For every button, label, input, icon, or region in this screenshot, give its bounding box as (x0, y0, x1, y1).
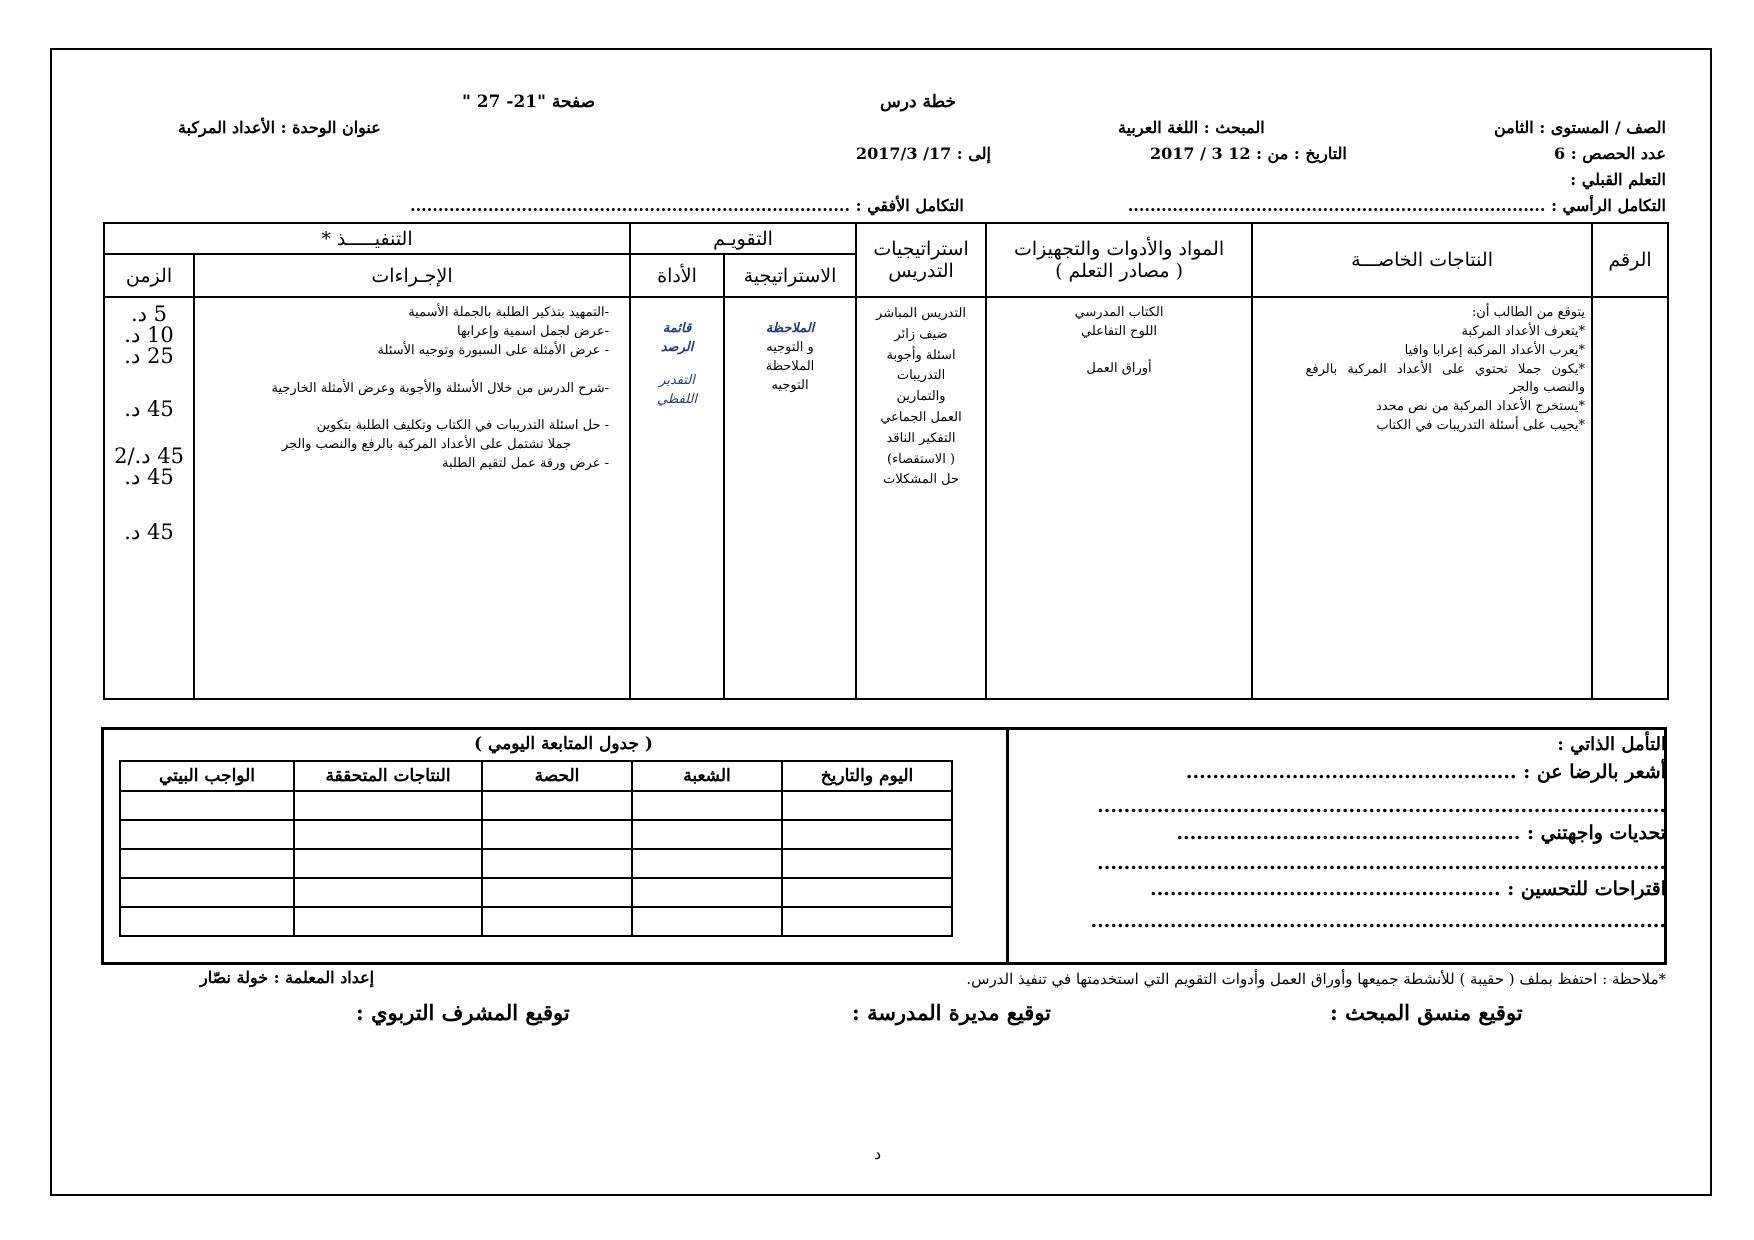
grade-level: الصف / المستوى : الثامن (1493, 118, 1666, 137)
reflection-title: التأمل الذاتي : (1557, 734, 1666, 755)
reflection-challenges: تحديات واجهتني : .................................................... (1176, 822, 1666, 844)
followup-col-section: الشعبة (632, 761, 782, 791)
assess-strategy-item: الملاحظة (765, 358, 815, 374)
time-value: 45 د./2 (114, 444, 184, 468)
col-number-header: الرقم (1592, 223, 1668, 297)
reflection-dots-1: ...................................................................................... (1097, 795, 1666, 817)
time-value: 45 د. (124, 520, 174, 544)
followup-col-homework: الواجب البيتي (120, 761, 294, 791)
followup-row (120, 820, 952, 849)
footer-note: *ملاحظة : احتفظ بملف ( حقيبة ) للأنشطة جميعها وأوراق العمل وأدوات التقويم التي استخدمتها في تنفيذ الدرس. (966, 970, 1666, 988)
procedure-line: - حل اسئلة التدريبات في الكتاب وتكليف الطلبة بتكوين (316, 418, 610, 434)
outcomes-cell (1252, 297, 1592, 699)
reflection-suggestions: اقتراحات للتحسين : ..................................................... (1150, 878, 1666, 900)
time-value: 25 د. (124, 344, 174, 368)
followup-title: ( جدول المتابعة اليومي ) (474, 734, 653, 754)
strategy-item: والتمارين (896, 389, 946, 405)
assess-strategy-item: التوجيه (771, 377, 809, 393)
reflection-satisfied: أشعر بالرضا عن : .................................................. (1185, 761, 1666, 783)
time-value: 45 د. (124, 465, 174, 489)
assess-strategy-item: الملاحظة (765, 321, 815, 336)
strategy-item: التدريبات (896, 368, 946, 384)
followup-row (120, 791, 952, 820)
col-strategies-header (856, 223, 986, 297)
time-value: 10 د. (124, 323, 174, 347)
signature-coordinator: توقيع منسق المبحث : (1330, 1000, 1523, 1025)
followup-col-period: الحصة (482, 761, 632, 791)
followup-table (119, 760, 953, 937)
horizontal-integration: التكامل الأفقي : ............................................................................... (410, 196, 964, 215)
time-value: 5 د. (130, 302, 168, 326)
signature-supervisor: توقيع المشرف التربوي : (356, 1000, 570, 1025)
assess-strategy-cell (724, 297, 856, 699)
procedure-line (201, 398, 609, 417)
lesson-plan-table (103, 222, 1669, 700)
subject: المبحث : اللغة العربية (1118, 118, 1265, 137)
procedure-line (201, 361, 609, 380)
material-item (993, 342, 1245, 360)
outcome-line: *يجيب على أسئلة التدريبات في الكتاب (1376, 418, 1586, 434)
assess-tool-item: التقدير (659, 372, 695, 388)
materials-cell (986, 297, 1252, 699)
assess-strategy-header: الاستراتيجية (724, 254, 856, 297)
outcome-line: *يستخرج الأعداد المركبة من نص محدد (1376, 399, 1586, 415)
materials-header-line2: ( مصادر التعلم ) (1055, 260, 1183, 282)
followup-col-day-date: اليوم والتاريخ (782, 761, 952, 791)
strategy-item: ( الاستقصاء) (887, 451, 956, 467)
followup-row (120, 849, 952, 878)
procedure-line: -عرض لجمل اسمية وإعرابها (456, 323, 610, 339)
box-divider (1006, 727, 1009, 965)
date-from: التاريخ : من : 12 3 / 2017 (1150, 144, 1347, 163)
procedures-cell (194, 297, 630, 699)
unit-title: عنوان الوحدة : الأعداد المركبة (178, 118, 381, 137)
strategy-item: اسئلة وأجوبة (886, 347, 956, 363)
assess-tool-cell (630, 297, 724, 699)
procedures-header: الإجـراءات (194, 254, 630, 297)
col-materials-header (986, 223, 1252, 297)
assess-tool-item: قائمة (662, 321, 692, 336)
vertical-integration: التكامل الرأسي : ........................................................................... (1127, 196, 1666, 215)
procedure-line: - عرض الأمثلة على السبورة وتوجيه الأسئلة (377, 342, 610, 358)
time-cell (104, 297, 194, 699)
material-item: الكتاب المدرسي (1074, 305, 1164, 320)
assessment-header: التقويـم (630, 223, 856, 254)
strategies-header-line1: استراتيجيات (873, 238, 969, 260)
period-count: عدد الحصص : 6 (1554, 144, 1666, 163)
assess-tool-item (637, 358, 717, 372)
outcome-line: *يتعرف الأعداد المركبة (1461, 323, 1586, 339)
page-title: خطة درس (880, 92, 957, 112)
strategy-item: التدريس المباشر (876, 306, 967, 321)
time-header: الزمن (104, 254, 194, 297)
signature-principal: توقيع مديرة المدرسة : (852, 1000, 1052, 1025)
prepared-by: إعداد المعلمة : خولة نصّار (200, 968, 375, 987)
assess-tool-item: الرصد (660, 339, 694, 355)
procedure-line: - عرض ورقة عمل لتقيم الطلبة (441, 456, 610, 472)
reflection-dots-2: ...................................................................................... (1097, 852, 1666, 874)
outcome-line: *يعرب الأعداد المركبة إعرابا وافيا (1404, 342, 1586, 358)
material-item: اللوح التفاعلي (1081, 323, 1158, 339)
followup-row (120, 878, 952, 907)
procedure-line: -شرح الدرس من خلال الأسئلة والأجوبة وعرض الأمثلة الخارجية (271, 380, 610, 396)
page-range-label: صفحة "21- 27 " (462, 92, 596, 112)
assess-strategy-item: و التوجيه (766, 339, 814, 355)
date-to: إلى : 17/ 2017/3 (856, 144, 991, 163)
strategy-item: ضيف زائر (894, 326, 948, 342)
followup-row (120, 907, 952, 936)
prior-learning: التعلم القبلي : (1570, 170, 1666, 189)
page-mark: د (874, 1144, 882, 1163)
col-outcomes-header: النتاجات الخاصـــة (1252, 223, 1592, 297)
procedure-line: جملا تشتمل على الأعداد المركبة بالرفع والنصب والجر (281, 437, 572, 453)
material-item: أوراق العمل (1086, 360, 1152, 376)
followup-col-outcomes: النتاجات المتحققة (294, 761, 482, 791)
outcome-line: يتوقع من الطالب أن: (1471, 305, 1586, 320)
strategy-item: حل المشكلات (883, 472, 959, 488)
execution-header: التنفيـــــذ * (104, 223, 630, 254)
assess-tool-item: اللفظي (657, 391, 697, 407)
number-cell (1592, 297, 1668, 699)
strategies-cell (856, 297, 986, 699)
outcome-line: والنصب والجر (1509, 380, 1586, 396)
strategy-item: التفكير الناقد (886, 430, 956, 446)
strategy-item: العمل الجماعي (880, 409, 962, 425)
outcome-line: *يكون جملا تحتوي على الأعداد المركبة بالرفع (1305, 361, 1586, 377)
time-value: 45 د. (124, 397, 174, 421)
materials-header-line1: المواد والأدوات والتجهيزات (1013, 238, 1225, 260)
assess-tool-header: الأداة (630, 254, 724, 297)
procedure-line: -التمهيد بتذكير الطلبة بالجملة الأسمية (408, 305, 610, 320)
strategies-header-line2: التدريس (888, 260, 954, 282)
reflection-dots-3: ....................................................................................... (1090, 910, 1666, 932)
